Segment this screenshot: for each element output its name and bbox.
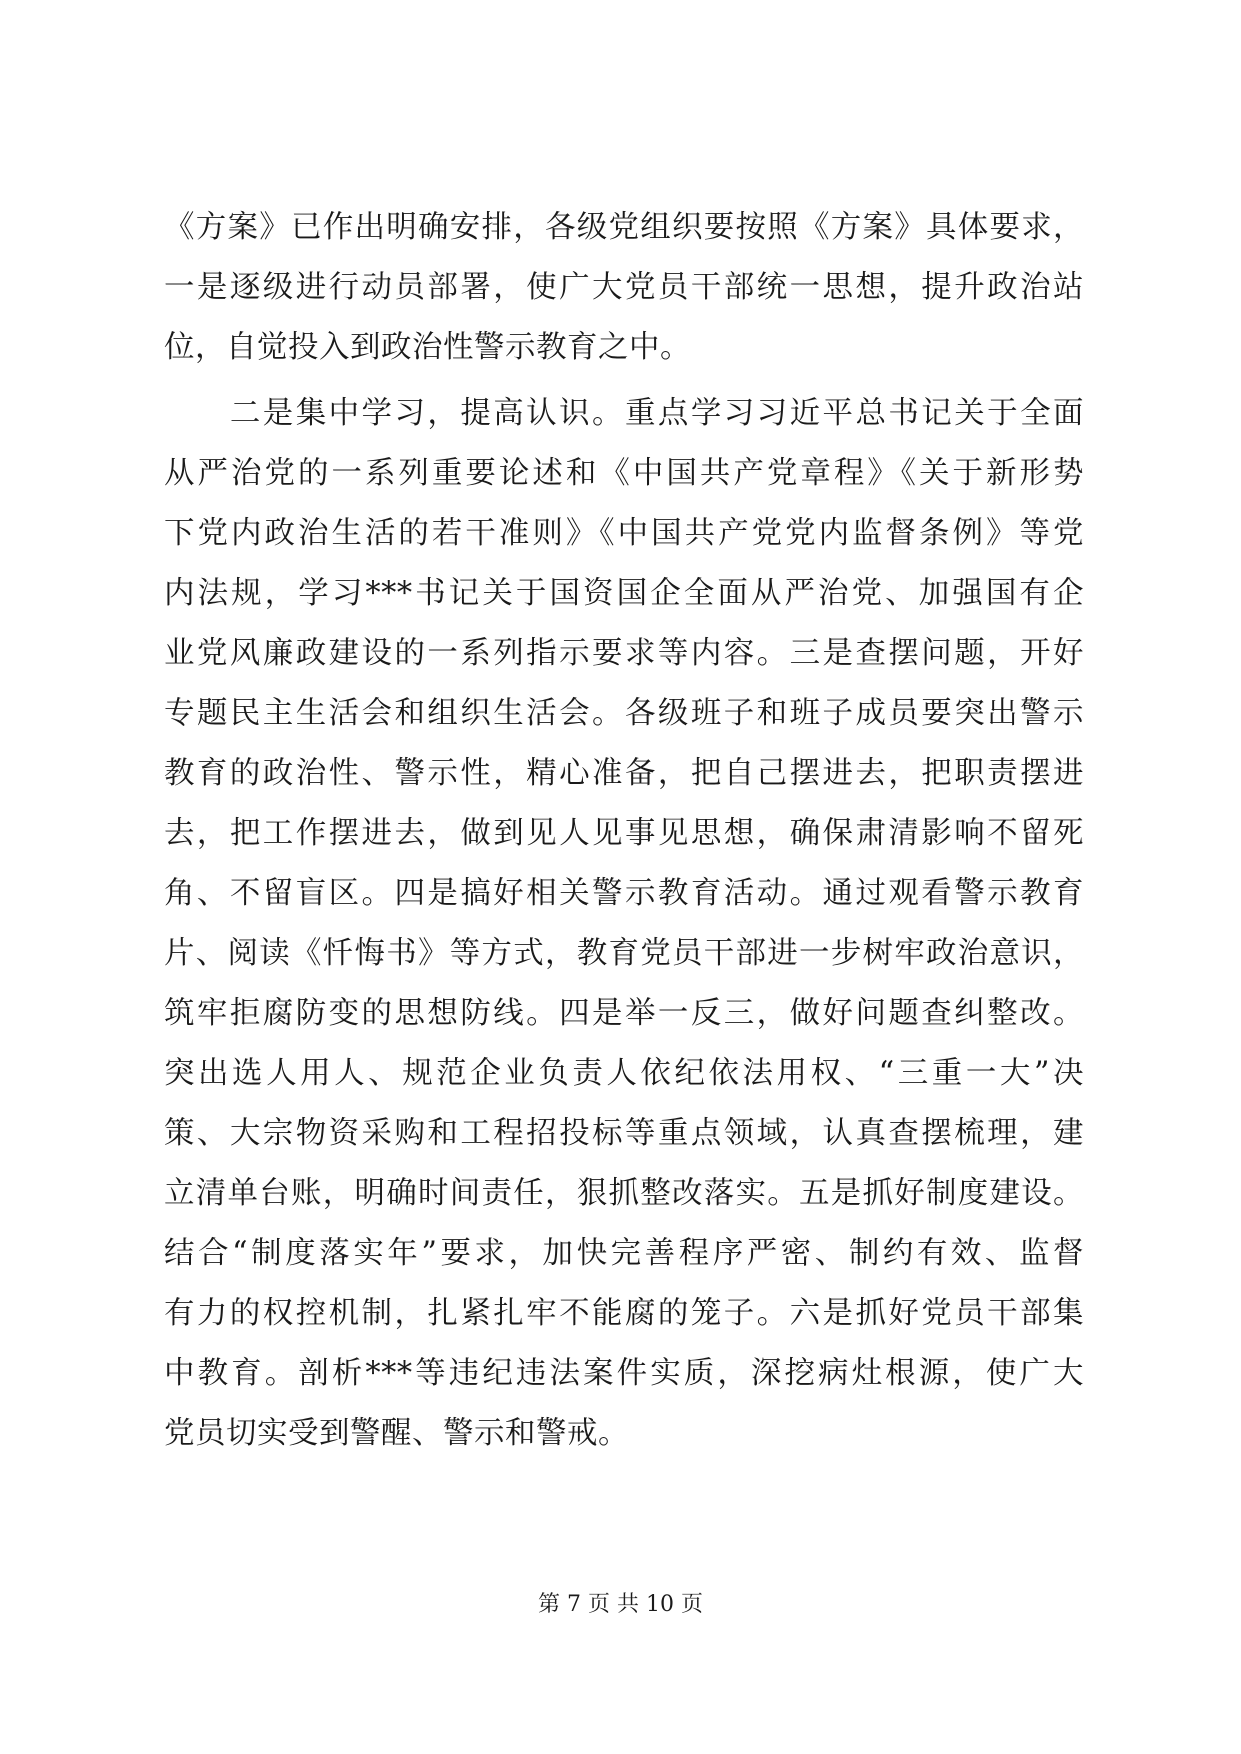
text-line: 策、大宗物资采购和工程招投标等重点领域，认真查摆梳理，建 [164,1116,1084,1151]
body-text [164,198,1084,1464]
text-line: 下党内政治生活的若干准则》《中国共产党党内监督条例》等党 [164,516,1084,551]
text-line: 教育的政治性、警示性，精心准备，把自己摆进去，把职责摆进 [164,756,1084,791]
text-line: 《方案》已作出明确安排，各级党组织要按照《方案》具体要求， [164,210,1084,245]
text-line: 位，自觉投入到政治性警示教育之中。 [164,330,691,365]
text-line: 有力的权控机制，扎紧扎牢不能腐的笼子。六是抓好党员干部集 [164,1296,1084,1331]
text-line: 突出选人用人、规范企业负责人依纪依法用权、“三重一大”决 [164,1056,1084,1091]
text-line: 筑牢拒腐防变的思想防线。四是举一反三，做好问题查纠整改。 [164,996,1084,1031]
text-line: 立清单台账，明确时间责任，狠抓整改落实。五是抓好制度建设。 [164,1176,1084,1211]
text-line: 去，把工作摆进去，做到见人见事见思想，确保肃清影响不留死 [164,816,1084,851]
text-line: 业党风廉政建设的一系列指示要求等内容。三是查摆问题，开好 [164,636,1084,671]
page-footer: 第 7 页 共 10 页 [538,1592,703,1617]
text-line: 中教育。剖析***等违纪违法案件实质，深挖病灶根源，使广大 [164,1356,1084,1391]
text-line: 从严治党的一系列重要论述和《中国共产党章程》《关于新形势 [164,456,1084,491]
text-line: 二是集中学习，提高认识。重点学习习近平总书记关于全面 [164,396,1084,431]
text-line: 内法规，学习***书记关于国资国企全面从严治党、加强国有企 [164,576,1084,611]
text-line: 角、不留盲区。四是搞好相关警示教育活动。通过观看警示教育 [164,876,1084,911]
text-line: 结合“制度落实年”要求，加快完善程序严密、制约有效、监督 [164,1236,1084,1271]
text-line: 一是逐级进行动员部署，使广大党员干部统一思想，提升政治站 [164,270,1084,305]
text-line: 专题民主生活会和组织生活会。各级班子和班子成员要突出警示 [164,696,1084,731]
text-line: 党员切实受到警醒、警示和警戒。 [164,1416,629,1451]
text-line: 片、阅读《忏悔书》等方式，教育党员干部进一步树牢政治意识， [164,936,1084,971]
